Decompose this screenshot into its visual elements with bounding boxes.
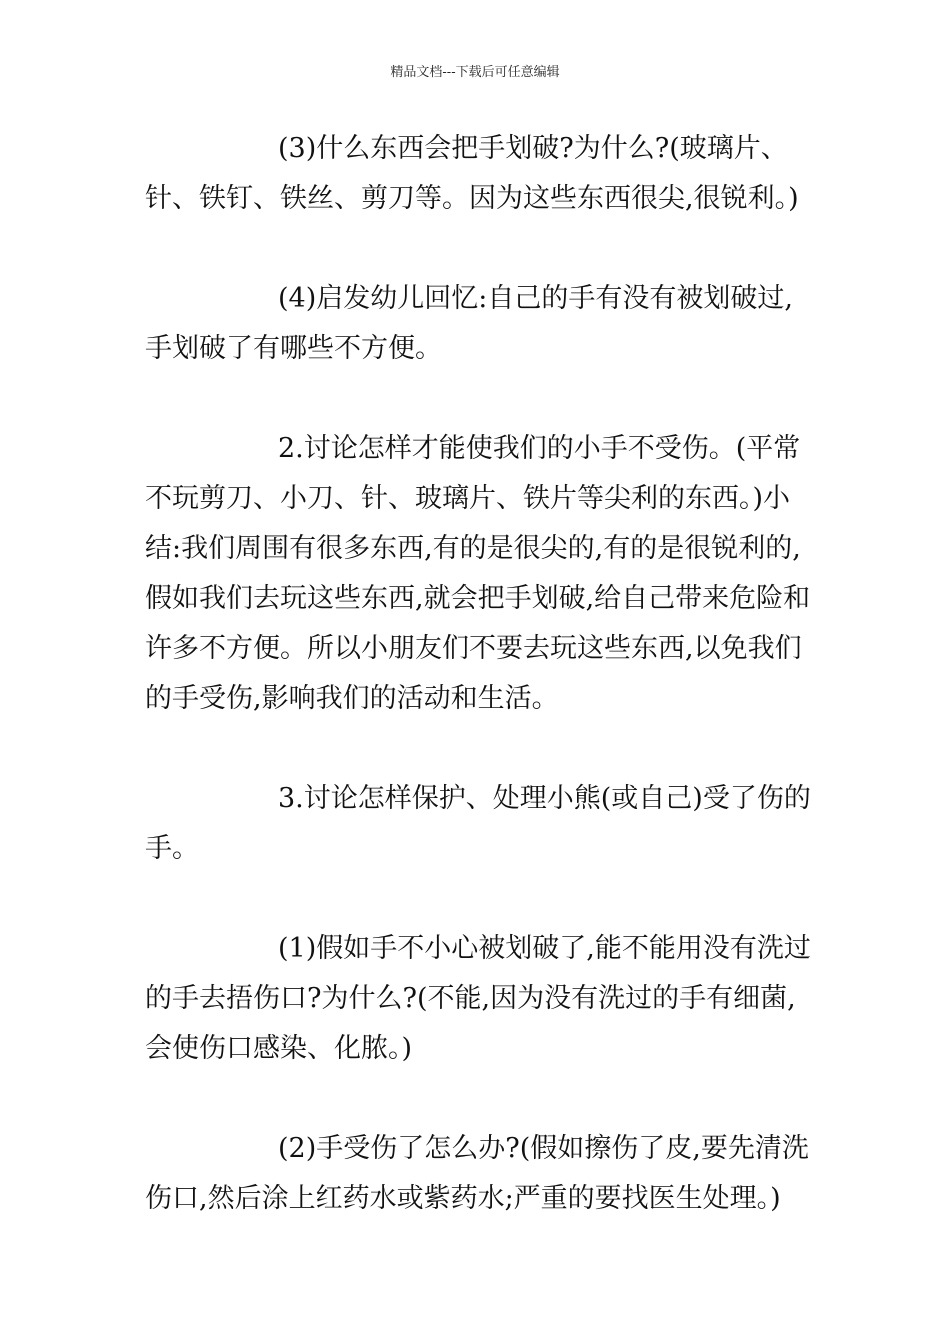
- paragraph-q2: (2)手受伤了怎么办?(假如擦伤了皮,要先清洗伤口,然后涂上红药水或紫药水;严重的要找医生处理。): [145, 1133, 809, 1214]
- paragraph-gap: [145, 724, 815, 774]
- paragraph-section-3: 3.讨论怎样保护、处理小熊(或自己)受了伤的手。: [145, 783, 811, 864]
- paragraph-q1: (1)假如手不小心被划破了,能不能用没有洗过的手去捂伤口?为什么?(不能,因为没有洗过的手有细菌,会使伤口感染、化脓。): [145, 933, 811, 1064]
- paragraph-q3: (3)什么东西会把手划破?为什么?(玻璃片、针、铁钉、铁丝、剪刀等。因为这些东西很尖,很锐利。): [145, 133, 799, 214]
- document-body: [145, 124, 815, 1224]
- paragraph-section-2: 2.讨论怎样才能使我们的小手不受伤。(平常不玩剪刀、小刀、针、玻璃片、铁片等尖利的东西。)小结:我们周围有很多东西,有的是很尖的,有的是很锐利的,假如我们去玩这些东西,就会把手划破,给自己带来危险和许多不方便。所以小朋友们不要去玩这些东西,以免我们的手受伤,影响我们的活动和生活。: [145, 433, 811, 714]
- paragraph-gap: [145, 224, 815, 274]
- paragraph-gap: [145, 874, 815, 924]
- paragraph-gap: [145, 374, 815, 424]
- paragraph-gap: [145, 1074, 815, 1124]
- page-header: 精品文档---下载后可任意编辑: [390, 65, 560, 80]
- paragraph-q4: (4)启发幼儿回忆:自己的手有没有被划破过,手划破了有哪些不方便。: [145, 283, 793, 364]
